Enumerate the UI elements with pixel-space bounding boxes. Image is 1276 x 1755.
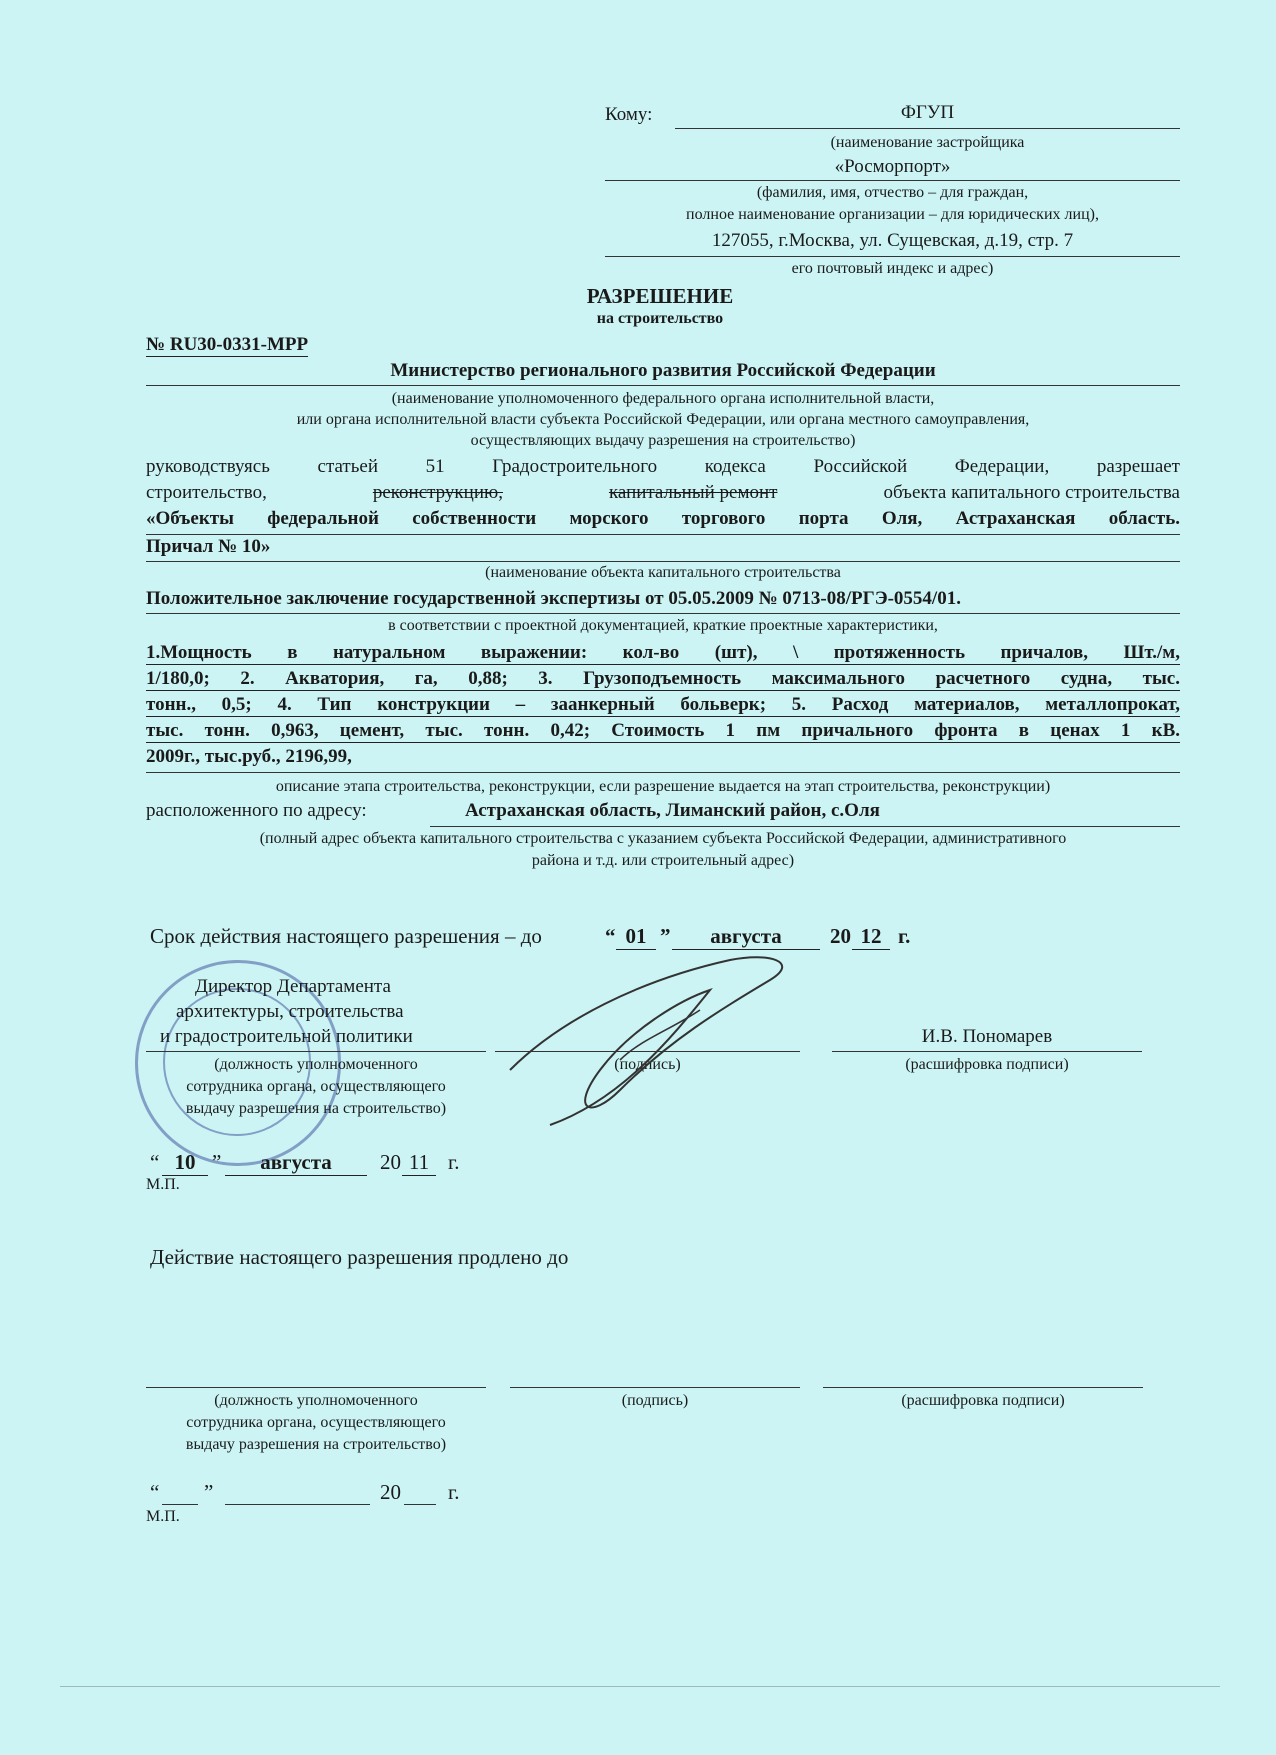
sign-caption-signature: (подпись) (614, 1056, 681, 1073)
sign-date-year-end: г. (448, 1150, 460, 1174)
document-subtitle: на строительство (596, 310, 724, 327)
expertise-text: Положительное заключение государственной экспертизы от 05.05.2009 № 0713-08/РГЭ-0554/01. (146, 588, 961, 609)
validity-year-prefix: 20 (830, 924, 851, 948)
ext-caption-name: (расшифровка подписи) (901, 1392, 1065, 1409)
characteristics-line-3: тонн., 0,5; 4. Тип конструкции – заанкерный больверк; 5. Расход материалов, металлопрокат, (146, 694, 1180, 715)
characteristics-line-5: 2009г., тыс.руб., 2196,99, (146, 746, 352, 767)
ext-date-year-end: г. (448, 1480, 460, 1504)
position-line-2: архитектуры, строительства (176, 1001, 404, 1022)
sign-date-day: 10 (162, 1150, 208, 1176)
sign-date-month: августа (225, 1150, 367, 1176)
scan-edge-line (60, 1686, 1220, 1687)
located-label: расположенного по адресу: (146, 800, 367, 821)
sign-caption-position-3: выдачу разрешения на строительство) (185, 1100, 447, 1117)
sign-date-quote-close: ” (212, 1150, 222, 1174)
validity-day: 01 (616, 924, 656, 950)
body-line-1: руководствуясь статьей 51 Градостроительного кодекса Российской Федерации, разрешает (146, 456, 1180, 477)
validity-year-suffix: 12 (852, 924, 890, 950)
sign-date-year-suffix: 11 (402, 1150, 436, 1176)
expertise-caption: в соответствии с проектной документацией, краткие проектные характеристики, (388, 617, 938, 634)
extension-label: Действие настоящего разрешения продлено до (150, 1245, 569, 1269)
address-full-caption-1: (полный адрес объекта капитального строительства с указанием субъекта Российской Федерации, административного (259, 830, 1067, 847)
ext-date-quote-close: ” (204, 1480, 214, 1504)
authority-name: Министерство регионального развития Российской Федерации (390, 360, 936, 381)
validity-label: Срок действия настоящего разрешения – до (150, 924, 542, 948)
body-line-2 (146, 482, 1180, 504)
ext-caption-signature: (подпись) (621, 1392, 689, 1409)
ext-caption-position-3: выдачу разрешения на строительство) (185, 1436, 447, 1453)
validity-year-end: г. (898, 924, 911, 948)
validity-quote-close: ” (660, 924, 671, 948)
sign-mp: М.П. (146, 1176, 180, 1193)
object-line-1: «Объекты федеральной собственности морского торгового порта Оля, Астраханская область. (146, 508, 1180, 529)
stage-caption: описание этапа строительства, реконструкции, если разрешение выдается на этап строительства, реконструкции) (275, 778, 1051, 795)
characteristics-line-4: тыс. тонн. 0,963, цемент, тыс. тонн. 0,42; Стоимость 1 пм причального фронта в ценах 1 кВ. (146, 720, 1180, 741)
recipient-address: 127055, г.Москва, ул. Сущевская, д.19, стр. 7 (711, 230, 1074, 251)
struck-capital-repair: капитальный ремонт (608, 482, 778, 503)
sign-caption-position-2: сотрудника органа, осуществляющего (186, 1078, 446, 1095)
object-caption: (наименование объекта капитального строительства (485, 564, 841, 581)
developer-name2: «Росморпорт» (834, 156, 951, 177)
address-full-caption-2: района и т.д. или строительный адрес) (531, 852, 795, 869)
handwritten-signature (470, 940, 830, 1140)
sign-caption-position-1: (должность уполномоченного (214, 1056, 418, 1073)
struck-reconstruction: реконструкцию, (372, 482, 503, 503)
developer-caption: (наименование застройщика (830, 134, 1025, 151)
document-title: РАЗРЕШЕНИЕ (586, 284, 734, 308)
developer-name: ФГУП (900, 102, 955, 123)
located-value: Астраханская область, Лиманский район, с.Оля (465, 800, 880, 821)
recipient-caption-1: (фамилия, имя, отчество – для граждан, (756, 184, 1029, 201)
ext-caption-position-1: (должность уполномоченного (214, 1392, 418, 1409)
ext-caption-position-2: сотрудника органа, осуществляющего (186, 1414, 446, 1431)
sign-date-quote-open: “ (150, 1150, 160, 1174)
authority-caption-3: осуществляющих выдачу разрешения на строительство) (470, 432, 856, 449)
recipient-caption-2: полное наименование организации – для юридических лиц), (686, 206, 1099, 223)
signer-name: И.В. Пономарев (921, 1026, 1053, 1047)
authority-caption-1: (наименование уполномоченного федерального органа исполнительной власти, (391, 390, 935, 407)
object-line-2: Причал № 10» (146, 536, 271, 557)
address-caption: его почтовый индекс и адрес) (791, 260, 994, 277)
characteristics-line-2: 1/180,0; 2. Акватория, га, 0,88; 3. Грузоподъемность максимального расчетного судна, тыс. (146, 668, 1180, 689)
ext-date-year-prefix: 20 (380, 1480, 401, 1504)
sign-caption-name: (расшифровка подписи) (905, 1056, 1069, 1073)
ext-mp: М.П. (146, 1508, 180, 1525)
komu-label: Кому: (605, 104, 653, 125)
body-line-2-end: объекта капитального строительства (883, 482, 1180, 503)
position-line-3: и градостроительной политики (160, 1026, 413, 1047)
body-line-2-start: строительство, (146, 482, 267, 503)
permit-number: № RU30-0331-МРР (146, 334, 309, 355)
position-line-1: Директор Департамента (195, 976, 391, 997)
characteristics-line-1: 1.Мощность в натуральном выражении: кол-во (шт), \ протяженность причалов, Шт./м, (146, 642, 1180, 663)
authority-caption-2: или органа исполнительной власти субъекта Российской Федерации, или органа местного самоуправления, (296, 411, 1030, 428)
sign-date-year-prefix: 20 (380, 1150, 401, 1174)
validity-month: августа (672, 924, 820, 950)
validity-quote-open: “ (605, 924, 616, 948)
ext-date-quote-open: “ (150, 1480, 160, 1504)
